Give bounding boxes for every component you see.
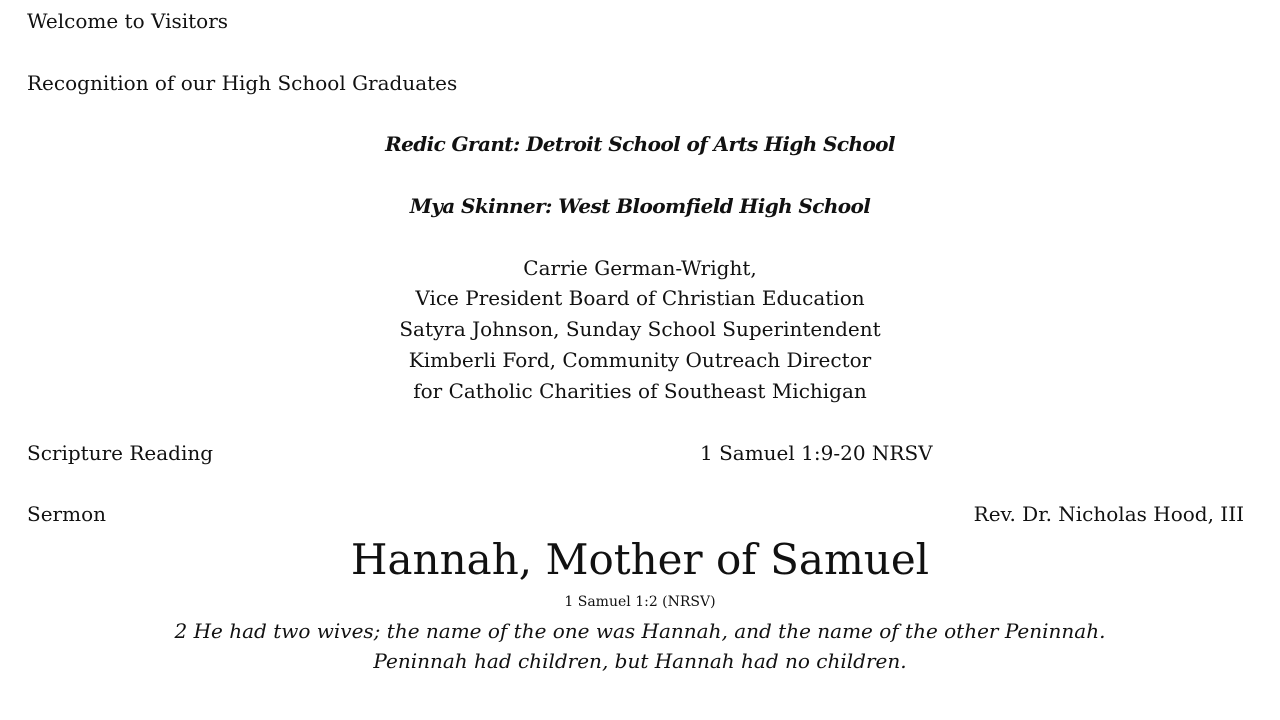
presenter-line: Vice President Board of Christian Education <box>415 286 865 310</box>
sermon-preacher: Rev. Dr. Nicholas Hood, III <box>973 502 1244 526</box>
sermon-label: Sermon <box>27 502 106 526</box>
scripture-reference: 1 Samuel 1:9-20 NRSV <box>700 441 933 465</box>
graduate-mya-skinner: Mya Skinner: West Bloomfield High School <box>409 194 871 218</box>
scripture-reading-label: Scripture Reading <box>27 441 214 465</box>
presenter-line: Satyra Johnson, Sunday School Superintendent <box>399 317 881 341</box>
verse-line: Peninnah had children, but Hannah had no children. <box>373 649 907 673</box>
sermon-title: Hannah, Mother of Samuel <box>350 535 930 584</box>
recognition-heading: Recognition of our High School Graduates <box>27 71 458 95</box>
verse-line: 2 He had two wives; the name of the one was Hannah, and the name of the other Peninnah. <box>174 619 1106 643</box>
welcome-visitors: Welcome to Visitors <box>27 9 229 33</box>
graduate-redic-grant: Redic Grant: Detroit School of Arts High School <box>385 132 895 156</box>
presenter-line: for Catholic Charities of Southeast Michigan <box>413 379 867 403</box>
presenter-line: Kimberli Ford, Community Outreach Director <box>408 348 872 372</box>
presenter-line: Carrie German-Wright, <box>523 256 757 280</box>
sermon-citation: 1 Samuel 1:2 (NRSV) <box>564 594 716 610</box>
